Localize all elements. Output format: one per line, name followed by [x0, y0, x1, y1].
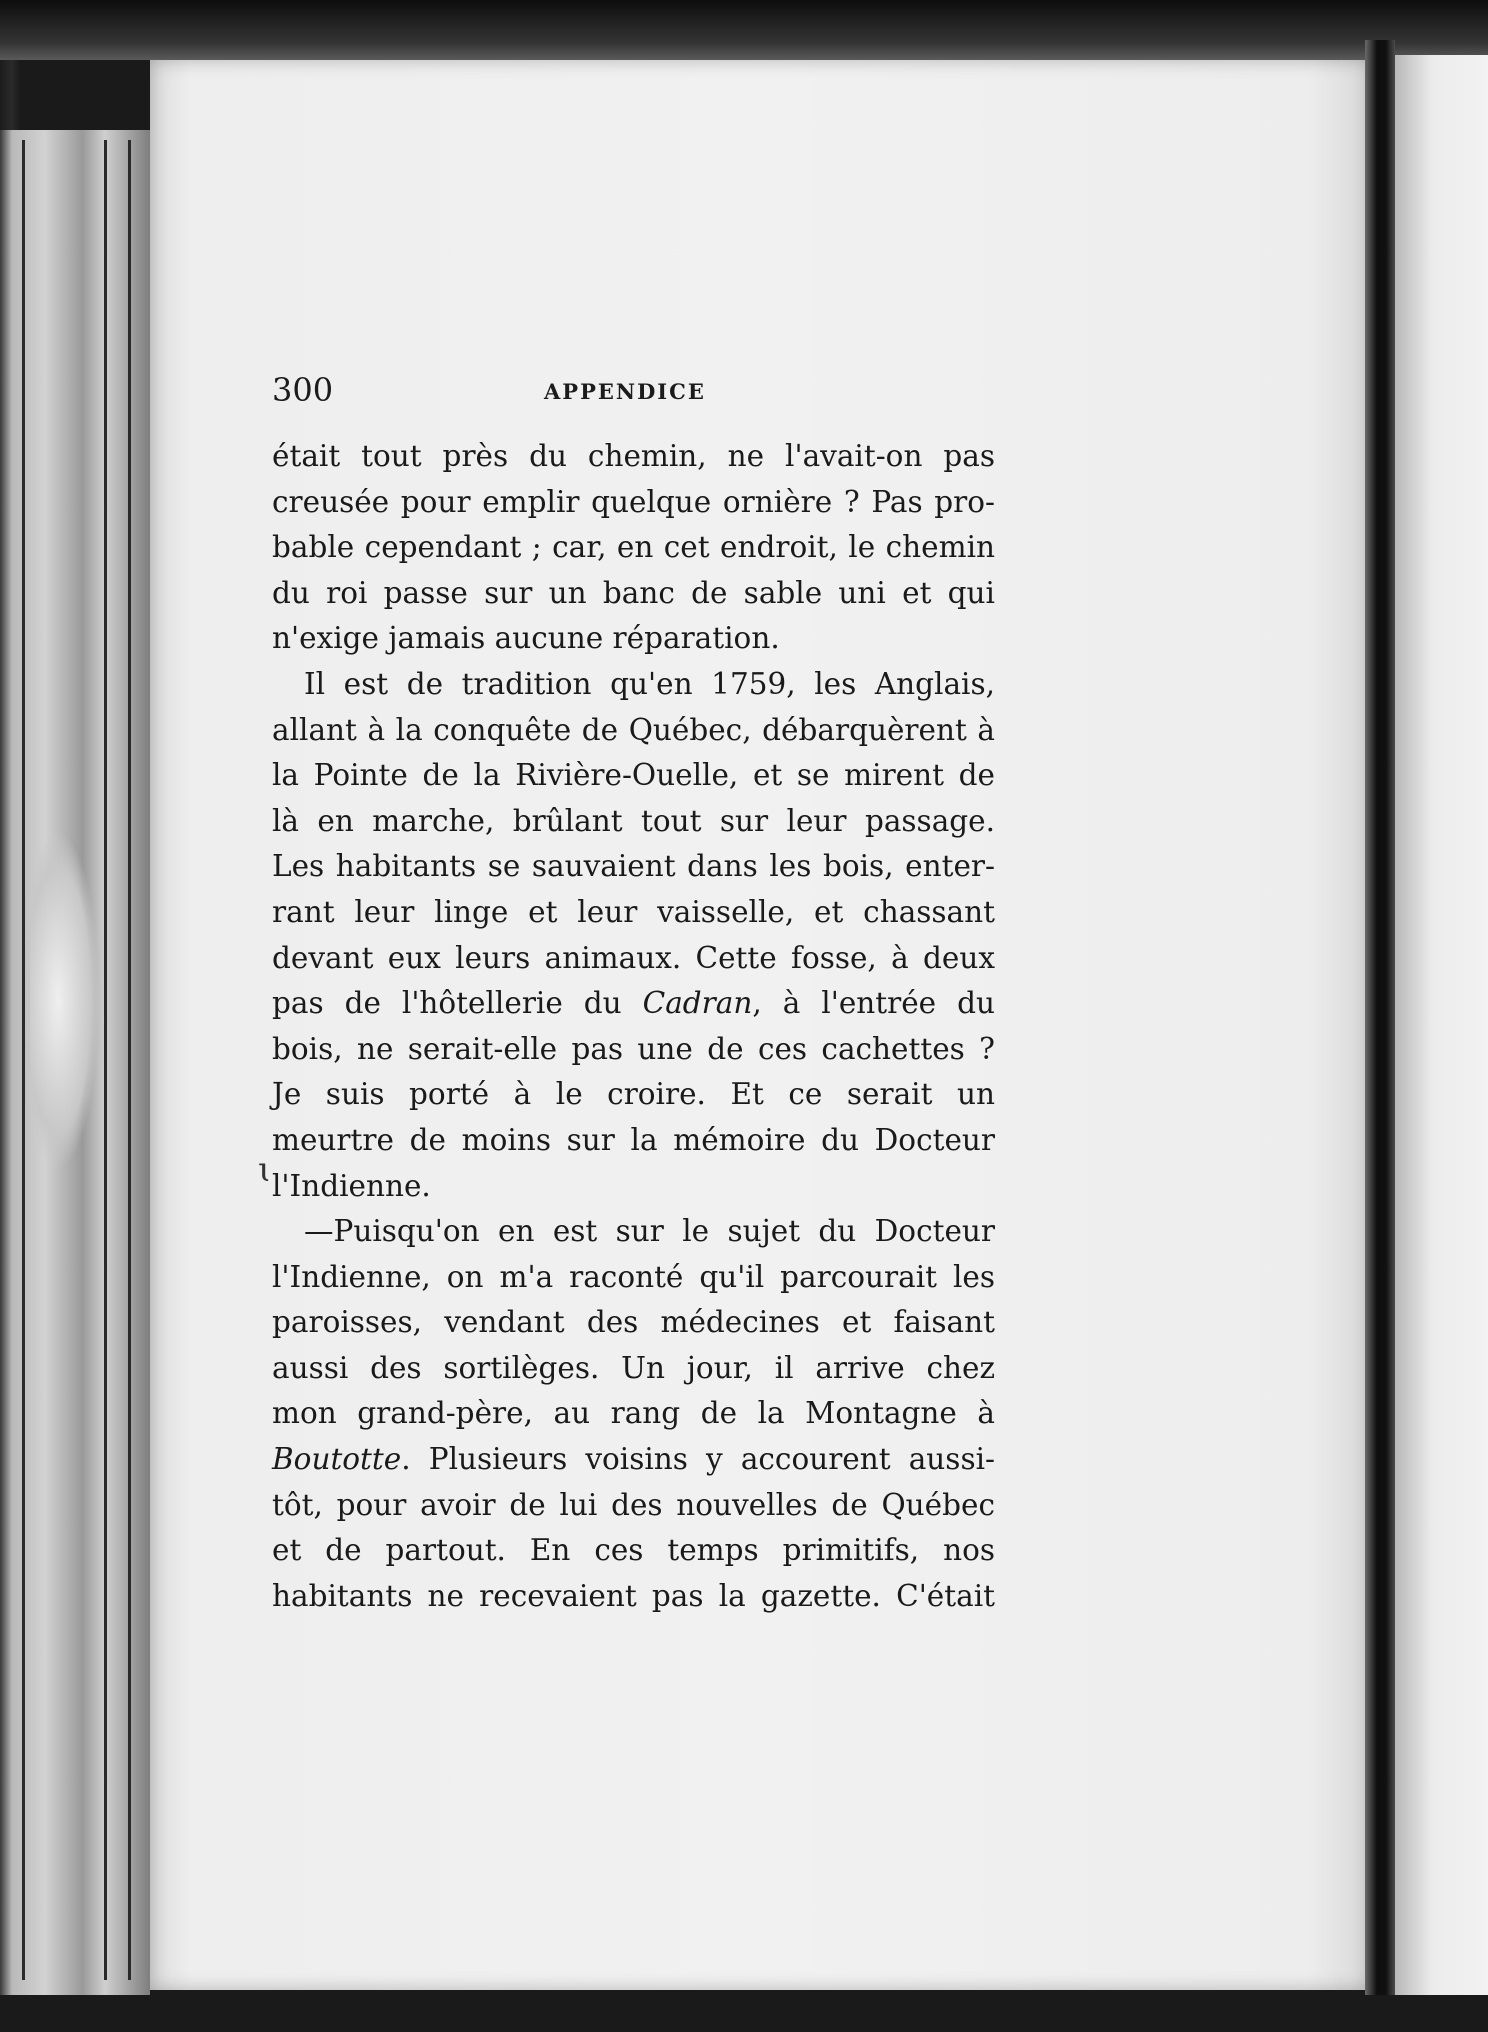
text-line: l'Indienne.: [272, 1168, 431, 1203]
ink-speck: ɩ: [258, 1150, 272, 1190]
page-edge-line: [104, 140, 107, 1980]
text-line: paroisses, vendant des médecines et faisant: [272, 1305, 995, 1340]
text-line: bable cependant ; car, en cet endroit, le chemin: [272, 530, 995, 565]
italic-word: Cadran: [642, 986, 753, 1021]
page-number: 300: [272, 371, 334, 409]
text-line: Je suis porté à le croire. Et ce serait un: [272, 1077, 995, 1112]
italic-word: Boutotte: [272, 1442, 402, 1477]
text-line: allant à la conquête de Québec, débarquèrent à: [272, 712, 995, 747]
text-line: rant leur linge et leur vaisselle, et chassant: [272, 894, 995, 929]
text-line: et de partout. En ces temps primitifs, nos: [272, 1533, 995, 1568]
text-line: meurtre de moins sur la mémoire du Docteur: [272, 1122, 995, 1157]
page-header: [272, 370, 872, 410]
page-edge-line: [22, 140, 25, 1980]
adjacent-page-edge: [1395, 55, 1488, 2005]
page-edge-line: [128, 140, 131, 1980]
text-line: tôt, pour avoir de lui des nouvelles de Québec: [272, 1487, 995, 1522]
text-line: bois, ne serait-elle pas une de ces cachettes ?: [272, 1031, 995, 1066]
text-line: la Pointe de la Rivière-Ouelle, et se mirent de: [272, 758, 995, 793]
text-line: l'Indienne, on m'a raconté qu'il parcourait les: [272, 1259, 995, 1294]
torn-paper-edge: [30, 830, 100, 1170]
text-line: là en marche, brûlant tout sur leur passage.: [272, 803, 995, 838]
text-line: —Puisqu'on en est sur le sujet du Docteur: [304, 1214, 995, 1249]
text-line: Les habitants se sauvaient dans les bois, enter-: [272, 849, 995, 884]
text-line: Boutotte. Plusieurs voisins y accourent aussi-: [272, 1442, 995, 1477]
text-line: Il est de tradition qu'en 1759, les Anglais,: [304, 666, 995, 701]
text-line: creusée pour emplir quelque ornière ? Pas pro-: [272, 484, 995, 519]
text-line: mon grand-père, au rang de la Montagne à: [272, 1396, 995, 1431]
scan-bottom-edge: [0, 1995, 1488, 2032]
text-line: du roi passe sur un banc de sable uni et qui: [272, 575, 995, 610]
text-line: pas de l'hôtellerie du Cadran, à l'entrée du: [272, 986, 995, 1021]
text-line: n'exige jamais aucune réparation.: [272, 621, 780, 656]
body-text: [272, 434, 995, 1619]
text-line: devant eux leurs animaux. Cette fosse, à deux: [272, 940, 995, 975]
text-line: aussi des sortilèges. Un jour, il arrive chez: [272, 1350, 995, 1385]
text-line: habitants ne recevaient pas la gazette. C'était: [272, 1578, 995, 1613]
book-binding: [1365, 40, 1395, 2020]
text-line: était tout près du chemin, ne l'avait-on pas: [272, 439, 995, 473]
scan-top-edge: [0, 0, 1488, 60]
running-head: APPENDICE: [544, 379, 706, 404]
